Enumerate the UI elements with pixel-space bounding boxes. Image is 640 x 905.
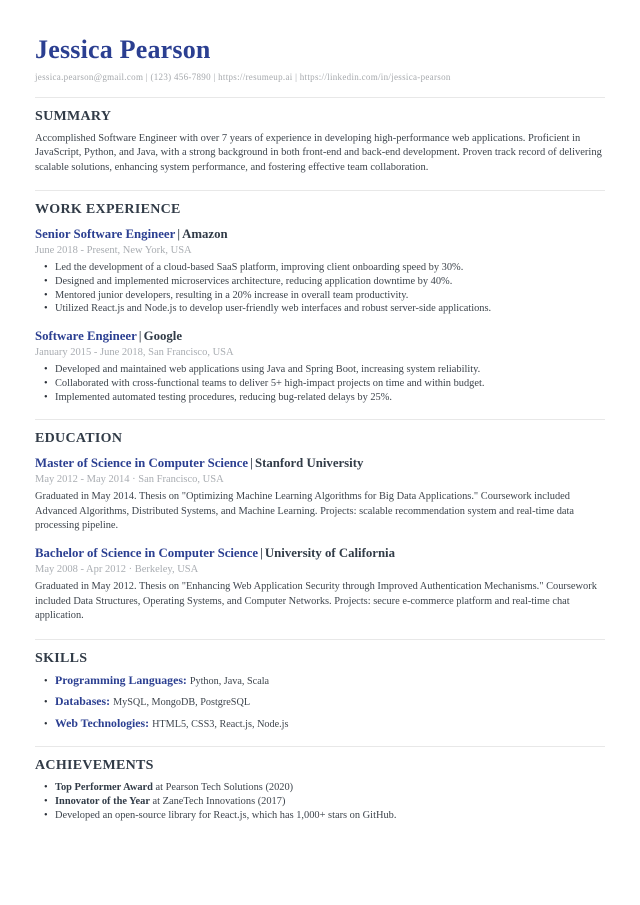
achievement-title: Top Performer Award bbox=[55, 782, 153, 794]
section-education bbox=[35, 431, 605, 623]
summary-text: Accomplished Software Engineer with over 7 years of experience in developing high-performance web applications. Proficient in JavaScript, Python, and Java, with a strong background in both front-end and back-end development. Proven track record of delivering scalable solutions, enhancing system performance, and fostering effective team collaboration. bbox=[35, 132, 602, 173]
achievement-item bbox=[44, 781, 605, 795]
section-divider bbox=[35, 746, 605, 747]
skill-item bbox=[44, 695, 605, 710]
skill-values: Python, Java, Scala bbox=[189, 675, 270, 687]
skill-values: MySQL, MongoDB, PostgreSQL bbox=[113, 697, 251, 709]
degree-title-line bbox=[35, 546, 605, 562]
section-achievements bbox=[35, 758, 605, 823]
job-title: Software Engineer bbox=[35, 329, 137, 344]
degree-description: Graduated in May 2012. Thesis on "Enhancing Web Application Security through Improved Authentication Mechanisms." Coursework included Data Structures, Operating Systems, and Computer Networks. Projects: secure e-commerce platform and real-time chat application. bbox=[35, 581, 597, 622]
achievement-item bbox=[44, 795, 605, 809]
degree-date-location: May 2012 - May 2014 · San Francisco, USA bbox=[35, 474, 224, 486]
pipe-separator: | bbox=[260, 546, 263, 561]
section-divider bbox=[35, 639, 605, 640]
pipe-separator: | bbox=[250, 456, 253, 471]
skill-category-label: Databases: bbox=[55, 694, 111, 709]
job-title-line bbox=[35, 227, 605, 243]
skills-heading: SKILLS bbox=[35, 650, 88, 666]
job-entry bbox=[35, 329, 605, 404]
section-divider bbox=[35, 97, 605, 98]
achievements-heading: ACHIEVEMENTS bbox=[35, 758, 154, 774]
degree-title: Master of Science in Computer Science bbox=[35, 456, 249, 471]
job-company: Amazon bbox=[182, 227, 228, 242]
summary-heading: SUMMARY bbox=[35, 108, 112, 124]
skill-category-label: Programming Languages: bbox=[55, 672, 187, 687]
job-bullet: • Collaborated with cross-functional teams to deliver 5+ high-impact projects on time and within budget. bbox=[44, 377, 605, 391]
pipe-separator: | bbox=[177, 227, 181, 242]
job-bullet: • Developed and maintained web applications using Java and Spring Boot, increasing system reliability. bbox=[44, 363, 605, 377]
degree-entry bbox=[35, 546, 605, 623]
skill-category-label: Web Technologies: bbox=[55, 715, 150, 730]
degree-entry bbox=[35, 456, 605, 533]
job-bullet: • Designed and implemented microservices architecture, reducing application downtime by 40%. bbox=[44, 275, 605, 289]
degree-title: Bachelor of Science in Computer Science bbox=[35, 546, 259, 561]
job-date-location: June 2018 - Present, New York, USA bbox=[35, 245, 192, 257]
section-divider bbox=[35, 419, 605, 420]
pipe-separator: | bbox=[138, 329, 142, 344]
person-name: Jessica Pearson bbox=[35, 35, 211, 64]
degree-title-line bbox=[35, 456, 605, 472]
achievement-text: Developed an open-source library for React.js, which has 1,000+ stars on GitHub. bbox=[55, 810, 397, 822]
achievements-list bbox=[35, 781, 605, 823]
achievement-item bbox=[44, 809, 605, 823]
section-work-experience bbox=[35, 202, 605, 404]
job-bullet: • Utilized React.js and Node.js to develop user-friendly web interfaces and robust server-side applications. bbox=[44, 302, 605, 316]
degree-description: Graduated in May 2014. Thesis on "Optimizing Machine Learning Algorithms for Big Data Applications." Coursework included Advanced Algorithms, Distributed Systems, and Machine Learning. Projects: scalable recommendation system and real-time data processing pipeline. bbox=[35, 491, 575, 532]
section-divider bbox=[35, 190, 605, 191]
job-company: Google bbox=[143, 329, 182, 344]
section-summary bbox=[35, 109, 605, 176]
work-heading: WORK EXPERIENCE bbox=[35, 202, 181, 218]
job-bullet: • Led the development of a cloud-based SaaS platform, improving client onboarding speed by 30%. bbox=[44, 261, 605, 275]
achievement-text: at ZaneTech Innovations (2017) bbox=[149, 796, 286, 808]
skill-item bbox=[44, 674, 605, 689]
job-bullet-list bbox=[35, 363, 605, 404]
job-bullet: • Implemented automated testing procedures, reducing bug-related delays by 25%. bbox=[44, 391, 605, 405]
degree-school: Stanford University bbox=[254, 456, 364, 471]
degree-date-location: May 2008 - Apr 2012 · Berkeley, USA bbox=[35, 564, 199, 576]
achievement-title: Innovator of the Year bbox=[55, 796, 150, 808]
achievement-text: at Pearson Tech Solutions (2020) bbox=[152, 782, 294, 794]
skills-list bbox=[35, 674, 605, 732]
job-title: Senior Software Engineer bbox=[35, 227, 176, 242]
job-bullet-list bbox=[35, 261, 605, 316]
skill-values: HTML5, CSS3, React.js, Node.js bbox=[152, 718, 289, 730]
contact-line: jessica.pearson@gmail.com | (123) 456-7890 | https://resumeup.ai | https://linkedin.com/in/jessica-pearson bbox=[35, 71, 451, 82]
skill-item bbox=[44, 717, 605, 732]
degree-school: University of California bbox=[264, 546, 396, 561]
section-skills bbox=[35, 651, 605, 732]
job-title-line bbox=[35, 329, 605, 345]
education-heading: EDUCATION bbox=[35, 431, 123, 447]
job-date-location: January 2015 - June 2018, San Francisco, USA bbox=[35, 347, 234, 359]
job-bullet: • Mentored junior developers, resulting in a 20% increase in overall team productivity. bbox=[44, 289, 605, 303]
job-entry bbox=[35, 227, 605, 316]
